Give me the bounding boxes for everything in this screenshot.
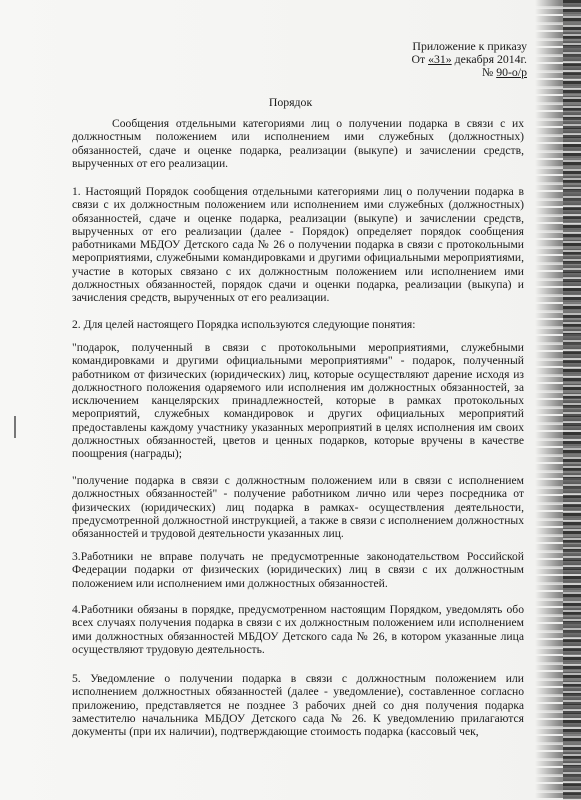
order-number: 90-о/р (496, 65, 527, 80)
margin-mark (14, 416, 16, 438)
intro-paragraph: Сообщения отдельными категориями лиц о получении подарка в связи с их должностным положением или исполнением ими служебных (должностных) обязанностей, сдаче и оценке подарка, реализации (выкупе) и зачислении средств, вырученных от его реализации. (72, 117, 524, 170)
appendix-line-3: № 90-о/р (481, 65, 527, 80)
paragraph-1: 1. Настоящий Порядок сообщения отдельными категориями лиц о получении подарка в связи с их должностным положением или исполнением ими служебных (должностных) обязанностей, сдаче и оценке подарка, реализации (выкупе) и зачислении средств, вырученных от его реализации (далее - Порядок) определяет порядок сообщения работниками МБДОУ Детского сада № 26 о получении подарка в связи с протокольными мероприятиями, служебными командировками и другими официальными мероприятиями, участие в которых связано с их должностным положением или исполнением ими должностных обязанностей, порядок сдачи и оценки подарка, реализации (выкупа) и зачисления средств, вырученных от его реализации. (72, 185, 524, 305)
document-title: Порядок (268, 95, 313, 109)
paragraph-2: 2. Для целей настоящего Порядка используются следующие понятия: (72, 318, 416, 331)
scan-edge-artifact-dark (563, 0, 581, 800)
paragraph-4: 4.Работники обязаны в порядке, предусмотренном настоящим Порядком, уведомлять обо всех случаях получения подарка в связи с их должностным положением или исполнением ими должностных обязанностей МБДОУ Детского сада № 26, в котором указанные лица осуществляют трудовую деятельность. (72, 603, 524, 656)
appendix-line-2: От «31» декабря 2014г. (411, 52, 527, 67)
paragraph-3: 3.Работники не вправе получать не предусмотренные законодательством Российской Федерации подарки от физических (юридических) лиц в связи с их должностным положением или исполнением ими должностных обязанностей. (72, 550, 524, 590)
appendix-line-1: Приложение к приказу (412, 39, 527, 53)
paragraph-5: 5. Уведомление о получении подарка в связи с должностным положением или исполнением должностных обязанностей (далее - уведомление), составленное согласно приложению, представляется не позднее 3 рабочих дней со дня получения подарка заместителю начальника МБДОУ Детского сада № 26. К уведомлению прилагаются документы (при их наличии), подтверждающие стоимость подарка (кассовый чек, (72, 672, 524, 739)
paragraph-2b: "получение подарка в связи с должностным положением или в связи с исполнением должностных обязанностей" - получение работником лично или через посредника от физических (юридических) лиц подарка в рамках- осуществления деятельности, предусмотренной должностной инструкцией, а также в связи с исполнением должностных обязанностей и трудовой деятельности указанных лиц. (72, 474, 524, 541)
appendix-day: «31» (428, 52, 452, 67)
paragraph-2a: "подарок, полученный в связи с протокольными мероприятиями, служебными командировками и другими официальными мероприятиями" - подарок, полученный работником от физических (юридических) лиц, которые осуществляют дарение исходя из должностного положения одаряемого или исполнения им должностных обязанностей, за исключением канцелярских принадлежностей, которые в рамках протокольных мероприятий, служебных командировок и других официальных мероприятий предоставлены каждому участнику указанных мероприятий в целях исполнения им своих должностных обязанностей, цветов и ценных подарков, которые вручены в качестве поощрения (награды); (72, 341, 524, 461)
appendix-header (411, 40, 527, 80)
